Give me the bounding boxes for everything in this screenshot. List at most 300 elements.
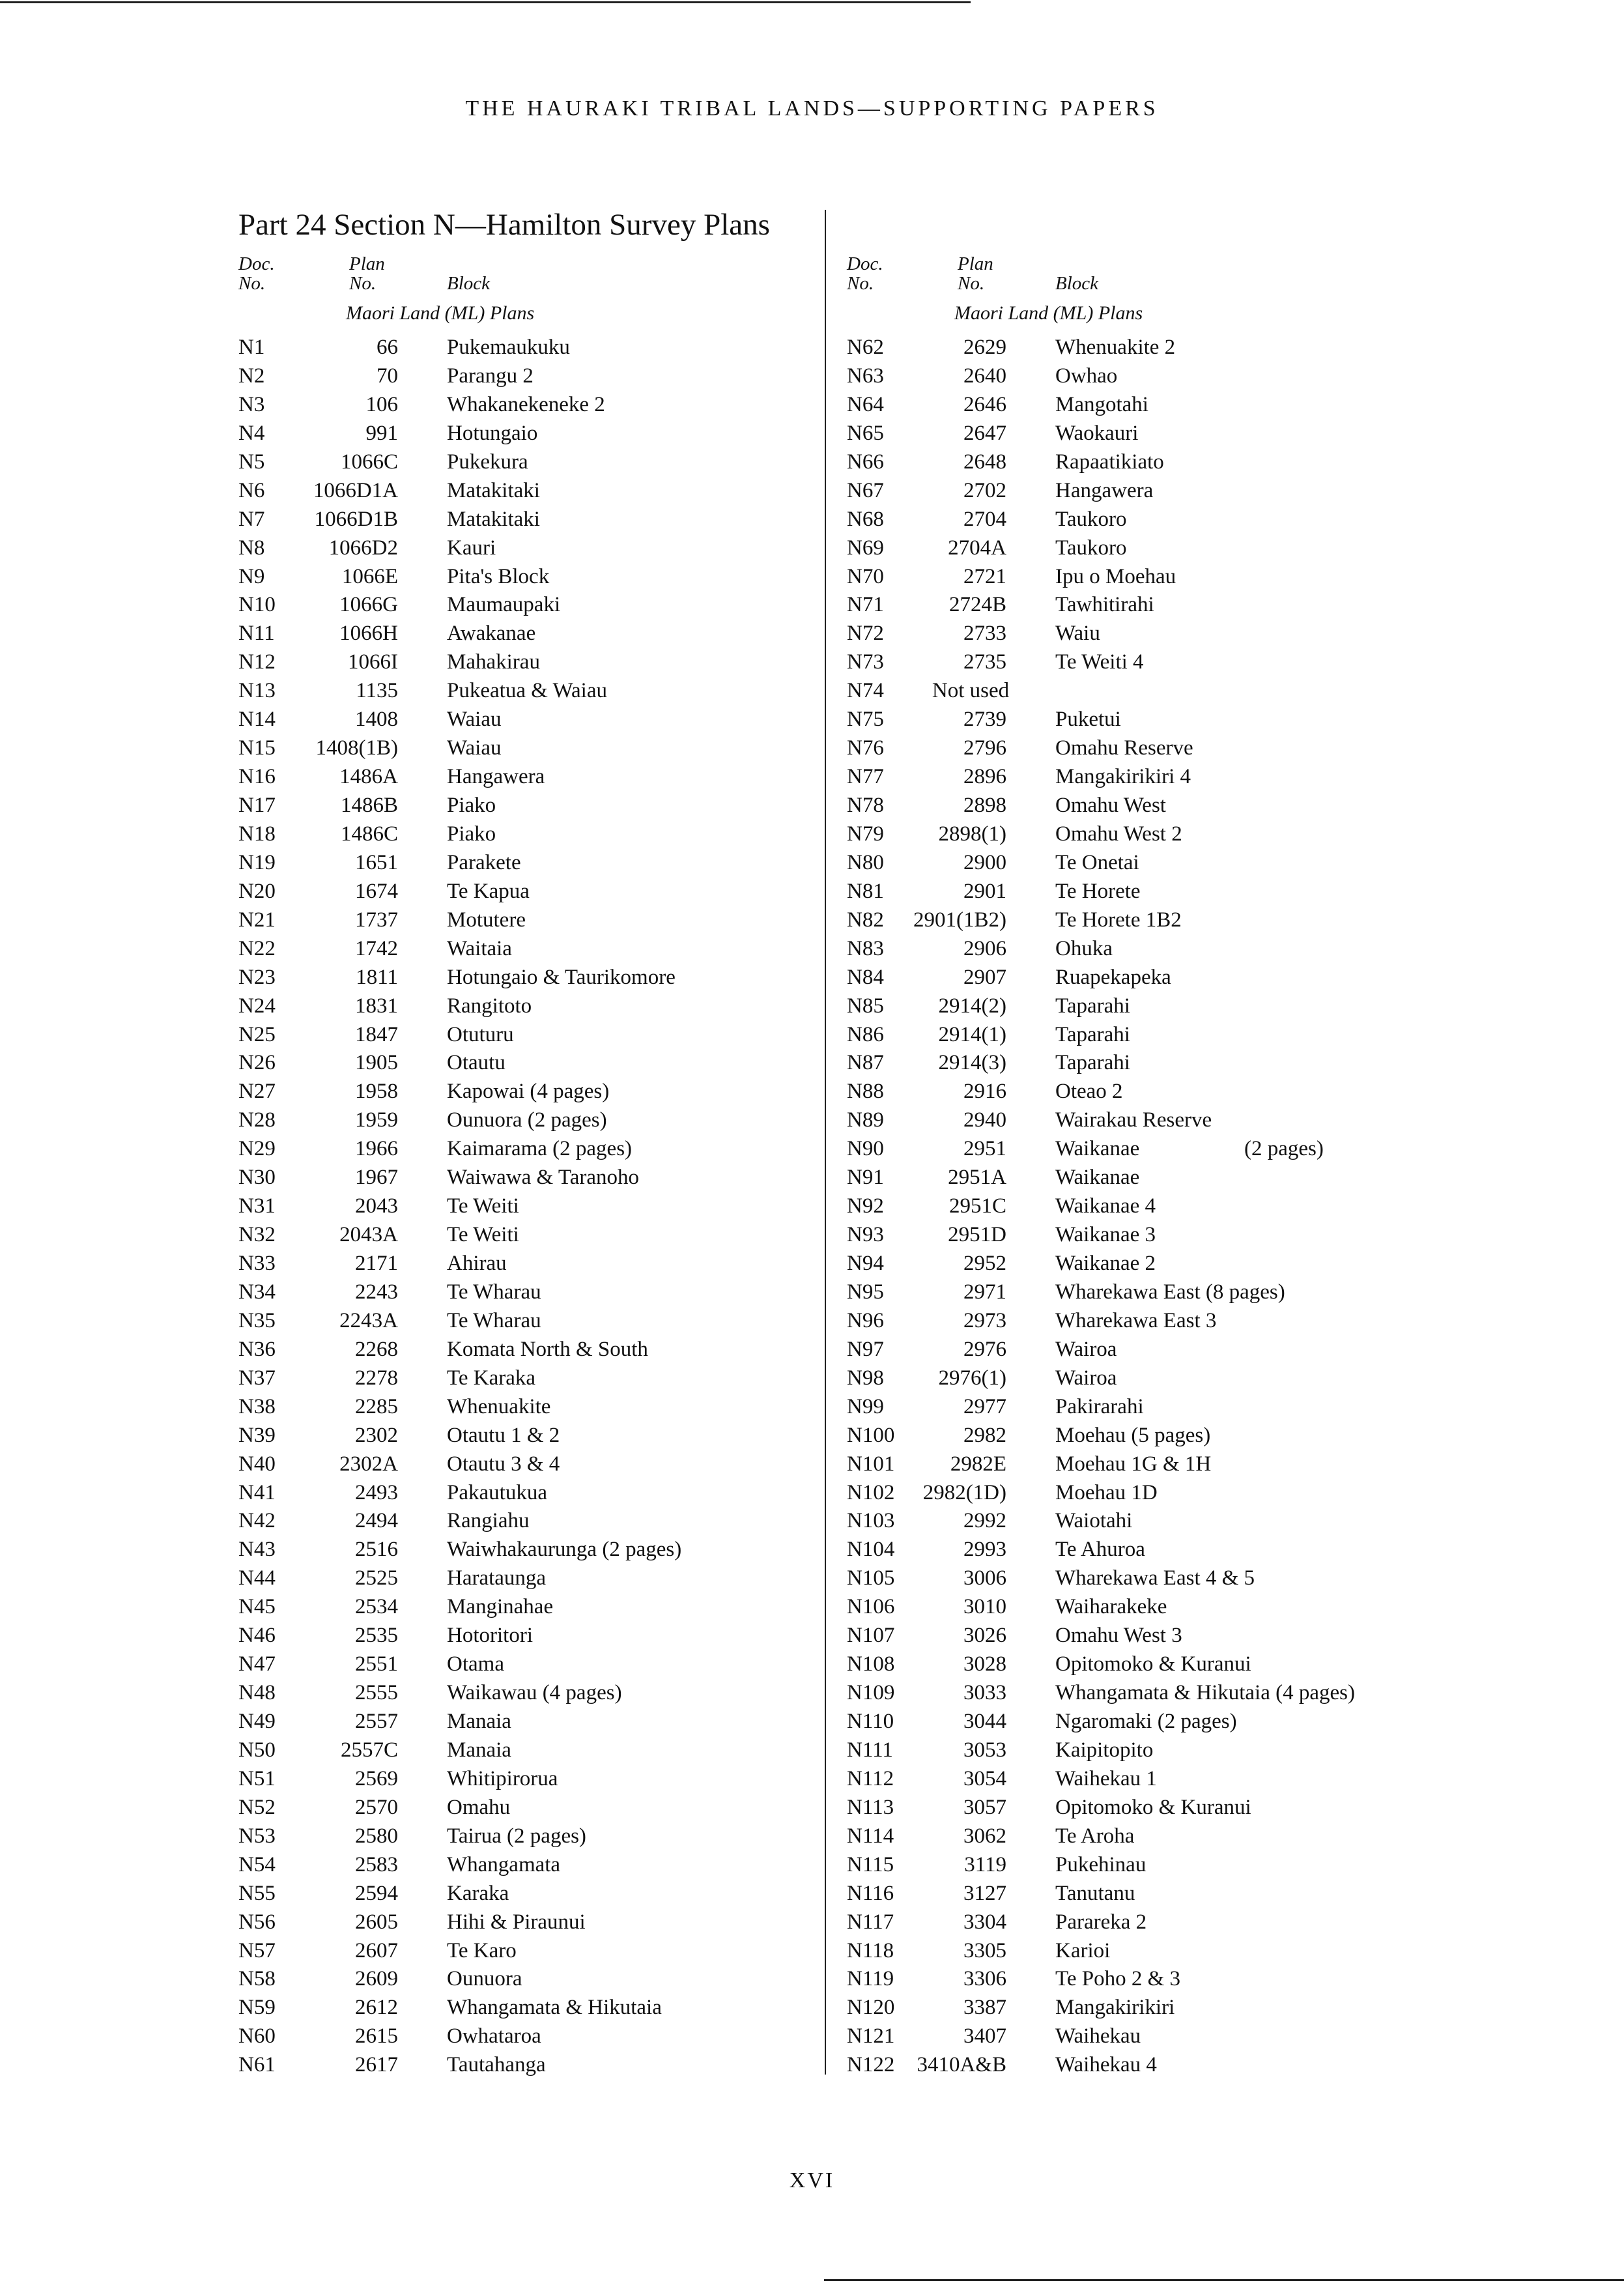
top-rule xyxy=(0,1,971,3)
plan-no: 2278 xyxy=(355,1366,398,1390)
table-row xyxy=(847,1994,1175,2022)
block-name: Waiu xyxy=(1055,622,1100,646)
plan-no: 2557C xyxy=(340,1738,398,1762)
block-name: Wairoa xyxy=(1055,1337,1117,1361)
block-name: Whangamata & Hikutaia xyxy=(447,1996,662,2020)
doc-no-header: Doc. No. xyxy=(847,253,883,294)
table-row xyxy=(238,1021,534,1050)
plan-no: 2268 xyxy=(355,1337,398,1361)
plan-no: 1967 xyxy=(355,1166,398,1190)
plan-no: 3127 xyxy=(963,1881,1006,1905)
block-name: Komata North & South xyxy=(447,1337,648,1361)
doc-no: N96 xyxy=(847,1308,884,1332)
table-row xyxy=(238,935,534,964)
right-rows xyxy=(847,334,1355,2080)
plan-no: 2583 xyxy=(355,1852,398,1876)
doc-no: N54 xyxy=(238,1852,276,1876)
doc-no: N69 xyxy=(847,536,884,560)
doc-no: N118 xyxy=(847,1938,894,1962)
doc-no: N110 xyxy=(847,1710,894,1733)
plan-no: 2043 xyxy=(355,1194,398,1218)
plan-no: 2914(1) xyxy=(938,1022,1006,1046)
plan-no: 2796 xyxy=(963,736,1006,760)
plan-no: 1674 xyxy=(355,879,398,903)
plan-no: 2493 xyxy=(355,1480,398,1504)
table-row xyxy=(847,1851,1147,1880)
plan-no: 2535 xyxy=(355,1624,398,1648)
doc-no: N38 xyxy=(238,1394,276,1418)
plan-no: 1066D1B xyxy=(314,507,398,531)
doc-no: N15 xyxy=(238,736,276,760)
plan-no: 3053 xyxy=(963,1738,1006,1762)
table-row xyxy=(238,1393,551,1422)
doc-no: N17 xyxy=(238,794,276,817)
plan-no: 3410A&B xyxy=(917,2053,1006,2077)
plan-no: 1486C xyxy=(340,822,398,846)
block-name: Piako xyxy=(447,794,496,817)
table-row xyxy=(238,1078,610,1106)
running-head: THE HAURAKI TRIBAL LANDS—SUPPORTING PAPERS xyxy=(465,96,1159,121)
table-row xyxy=(847,1307,1217,1336)
plan-no: 3305 xyxy=(963,1938,1006,1962)
doc-no: N100 xyxy=(847,1423,895,1447)
page-number: XVI xyxy=(789,2168,835,2192)
plan-no: 2898(1) xyxy=(938,822,1006,846)
left-column-header xyxy=(238,254,534,293)
block-name: Parareka 2 xyxy=(1055,1910,1147,1934)
plan-no: 3010 xyxy=(963,1595,1006,1619)
plan-no: 2557 xyxy=(355,1710,398,1733)
doc-no: N106 xyxy=(847,1595,895,1619)
block-name: Waiharakeke xyxy=(1055,1595,1167,1619)
block-name: Pakirarahi xyxy=(1055,1394,1144,1418)
block-name: Pukemaukuku xyxy=(447,336,570,359)
doc-no: N32 xyxy=(238,1223,276,1247)
doc-no: N72 xyxy=(847,622,884,646)
table-row xyxy=(847,992,1143,1021)
table-row xyxy=(238,1250,534,1278)
table-row xyxy=(238,1479,547,1508)
table-row xyxy=(238,1593,554,1622)
plan-no: 2551 xyxy=(355,1652,398,1676)
table-row xyxy=(238,734,534,763)
table-row xyxy=(238,1851,561,1880)
table-row xyxy=(238,792,534,820)
doc-no: N80 xyxy=(847,850,884,874)
table-row xyxy=(847,1507,1143,1536)
block-name: Waikawau (4 pages) xyxy=(447,1681,622,1705)
right-column-header xyxy=(847,254,1143,293)
plan-no: 2940 xyxy=(963,1108,1006,1132)
block-name: Tairua (2 pages) xyxy=(447,1824,586,1848)
plan-no: 2704A xyxy=(948,536,1006,560)
block-name: Hotungaio xyxy=(447,421,538,445)
doc-no: N24 xyxy=(238,994,276,1018)
block-name: Waikanae xyxy=(1055,1137,1140,1161)
block-name: Kaimarama (2 pages) xyxy=(447,1137,633,1161)
table-row xyxy=(238,964,676,992)
section-title: Part 24 Section N—Hamilton Survey Plans xyxy=(238,208,770,242)
doc-no: N53 xyxy=(238,1824,276,1848)
plan-no: 3006 xyxy=(963,1566,1006,1590)
table-row xyxy=(238,1106,607,1135)
doc-no: N47 xyxy=(238,1652,276,1676)
doc-no: N68 xyxy=(847,507,884,531)
block-name: Te Weiti xyxy=(447,1223,519,1247)
plan-no: 2951C xyxy=(948,1194,1006,1218)
doc-no: N58 xyxy=(238,1967,276,1991)
doc-no: N43 xyxy=(238,1538,276,1562)
table-row xyxy=(238,1364,534,1393)
doc-no: N63 xyxy=(847,364,884,388)
block-name: Maumaupaki xyxy=(447,593,561,617)
block-name: Taparahi xyxy=(1055,1051,1130,1075)
plan-no: 2973 xyxy=(963,1308,1006,1332)
plan-no: 3044 xyxy=(963,1710,1006,1733)
column-divider xyxy=(825,210,826,2075)
page-note: (2 pages) xyxy=(1244,1137,1324,1161)
block-name: Waihekau 4 xyxy=(1055,2053,1157,2077)
plan-no: 1066I xyxy=(348,650,398,674)
plan-no: 1958 xyxy=(355,1080,398,1104)
table-row xyxy=(847,1049,1143,1078)
table-row xyxy=(847,1106,1212,1135)
block-name: Te Wharau xyxy=(447,1308,541,1332)
plan-no: 3407 xyxy=(963,2024,1006,2048)
table-row xyxy=(847,1336,1143,1364)
table-row xyxy=(847,734,1193,763)
block-name: Waikanae 3 xyxy=(1055,1223,1156,1247)
doc-no: N33 xyxy=(238,1252,276,1275)
plan-no: Not used xyxy=(932,679,1010,703)
table-row xyxy=(847,677,1143,706)
block-name: Moehau 1G & 1H xyxy=(1055,1452,1212,1476)
block-name: Piako xyxy=(447,822,496,846)
block-name: Motutere xyxy=(447,908,526,932)
doc-no: N37 xyxy=(238,1366,276,1390)
table-row xyxy=(238,1679,622,1708)
doc-no: N76 xyxy=(847,736,884,760)
table-row xyxy=(238,849,534,878)
doc-no: N84 xyxy=(847,965,884,989)
plan-no: 2971 xyxy=(963,1280,1006,1304)
block-name: Ruapekapeka xyxy=(1055,965,1171,989)
doc-no: N27 xyxy=(238,1080,276,1104)
plan-no: 2516 xyxy=(355,1538,398,1562)
table-row xyxy=(238,1507,534,1536)
plan-no: 2914(3) xyxy=(938,1051,1006,1075)
table-row xyxy=(847,1708,1237,1736)
plan-no: 3387 xyxy=(963,1996,1006,2020)
plan-no: 3054 xyxy=(963,1766,1006,1790)
block-name: Ounuora (2 pages) xyxy=(447,1108,607,1132)
table-row xyxy=(847,2051,1157,2080)
table-row xyxy=(238,1937,534,1966)
plan-no: 1066E xyxy=(341,564,398,588)
plan-no: 1811 xyxy=(356,965,398,989)
doc-no: N103 xyxy=(847,1509,895,1533)
doc-no: N115 xyxy=(847,1852,894,1876)
plan-no: 1486B xyxy=(340,794,398,817)
block-name: Pukeatua & Waiau xyxy=(447,679,608,703)
block-name: Waiwhakaurunga (2 pages) xyxy=(447,1538,682,1562)
block-name: Tautahanga xyxy=(447,2053,546,2077)
table-row xyxy=(238,1765,558,1794)
table-row xyxy=(238,1822,586,1851)
plan-no: 2914(2) xyxy=(938,994,1006,1018)
table-row xyxy=(238,906,534,935)
plan-no: 106 xyxy=(365,392,398,416)
plan-no: 2898 xyxy=(963,794,1006,817)
doc-no: N46 xyxy=(238,1624,276,1648)
table-row xyxy=(847,1765,1157,1794)
doc-no: N64 xyxy=(847,392,884,416)
left-subheading: Maori Land (ML) Plans xyxy=(346,302,535,324)
block-name: Manaia xyxy=(447,1710,511,1733)
doc-no: N23 xyxy=(238,965,276,989)
block-name: Wharekawa East (8 pages) xyxy=(1055,1280,1285,1304)
doc-no: N70 xyxy=(847,564,884,588)
doc-no: N62 xyxy=(847,336,884,359)
plan-no: 2555 xyxy=(355,1681,398,1705)
table-row xyxy=(847,420,1143,448)
doc-no: N102 xyxy=(847,1480,895,1504)
block-name: Wharekawa East 4 & 5 xyxy=(1055,1566,1255,1590)
table-row xyxy=(238,334,570,362)
doc-no: N3 xyxy=(238,392,265,416)
table-row xyxy=(847,906,1182,935)
doc-no: N98 xyxy=(847,1366,884,1390)
doc-no: N41 xyxy=(238,1480,276,1504)
table-row xyxy=(847,1679,1355,1708)
doc-no: N87 xyxy=(847,1051,884,1075)
doc-no: N5 xyxy=(238,450,265,474)
block-name: Otautu 3 & 4 xyxy=(447,1452,560,1476)
doc-no: N28 xyxy=(238,1108,276,1132)
doc-no: N92 xyxy=(847,1194,884,1218)
plan-no: 2951 xyxy=(963,1137,1006,1161)
block-name: Omahu West 3 xyxy=(1055,1624,1182,1648)
block-name: Parakete xyxy=(447,850,521,874)
block-name: Hangawera xyxy=(1055,478,1154,502)
plan-no: 2243 xyxy=(355,1280,398,1304)
block-name: Ounuora xyxy=(447,1967,522,1991)
plan-no: 2285 xyxy=(355,1394,398,1418)
plan-no: 2525 xyxy=(355,1566,398,1590)
plan-no: 2976(1) xyxy=(938,1366,1006,1390)
doc-no: N67 xyxy=(847,478,884,502)
plan-no: 2580 xyxy=(355,1824,398,1848)
doc-no: N29 xyxy=(238,1137,276,1161)
doc-no: N19 xyxy=(238,850,276,874)
table-row xyxy=(238,1049,534,1078)
plan-no: 1066G xyxy=(339,593,398,617)
block-name: Kaipitopito xyxy=(1055,1738,1154,1762)
table-row xyxy=(238,391,605,420)
plan-no: 2302 xyxy=(355,1423,398,1447)
table-row xyxy=(238,1965,534,1994)
doc-no: N83 xyxy=(847,936,884,960)
doc-no: N97 xyxy=(847,1337,884,1361)
doc-no: N82 xyxy=(847,908,884,932)
plan-no: 2977 xyxy=(963,1394,1006,1418)
doc-no: N22 xyxy=(238,936,276,960)
doc-no: N57 xyxy=(238,1938,276,1962)
block-name: Wairoa xyxy=(1055,1366,1117,1390)
plan-no: 1066C xyxy=(340,450,398,474)
doc-no: N99 xyxy=(847,1394,884,1418)
plan-no: 2569 xyxy=(355,1766,398,1790)
table-row xyxy=(847,964,1171,992)
block-name: Waiwawa & Taranoho xyxy=(447,1166,639,1190)
block-name: Ipu o Moehau xyxy=(1055,564,1176,588)
plan-no: 2648 xyxy=(963,450,1006,474)
doc-no: N42 xyxy=(238,1509,276,1533)
doc-no: N18 xyxy=(238,822,276,846)
table-row xyxy=(847,391,1148,420)
table-row xyxy=(847,1450,1212,1479)
block-name: Hangawera xyxy=(447,765,545,789)
block-name: Pita's Block xyxy=(447,564,550,588)
doc-no: N112 xyxy=(847,1766,894,1790)
plan-no: 1966 xyxy=(355,1137,398,1161)
block-name: Awakanae xyxy=(447,622,536,646)
plan-no: 2640 xyxy=(963,364,1006,388)
plan-no: 2243A xyxy=(339,1308,398,1332)
doc-no: N95 xyxy=(847,1280,884,1304)
plan-no: 2302A xyxy=(339,1452,398,1476)
doc-no: N6 xyxy=(238,478,265,502)
plan-no: 2993 xyxy=(963,1538,1006,1562)
table-row xyxy=(238,1307,541,1336)
block-name: Omahu West xyxy=(1055,794,1166,817)
table-row xyxy=(847,820,1182,849)
table-row xyxy=(238,563,550,592)
doc-no: N107 xyxy=(847,1624,895,1648)
doc-no: N73 xyxy=(847,650,884,674)
block-name: Kapowai (4 pages) xyxy=(447,1080,610,1104)
plan-no: 1486A xyxy=(339,765,398,789)
table-row xyxy=(847,792,1166,820)
doc-no: N13 xyxy=(238,679,276,703)
plan-no: 2952 xyxy=(963,1252,1006,1275)
plan-no: 2594 xyxy=(355,1881,398,1905)
table-row xyxy=(238,620,534,648)
table-row xyxy=(847,2022,1143,2051)
plan-no: 2605 xyxy=(355,1910,398,1934)
doc-no: N109 xyxy=(847,1681,895,1705)
plan-no: 3033 xyxy=(963,1681,1006,1705)
block-name: Manaia xyxy=(447,1738,511,1762)
plan-no: 2900 xyxy=(963,850,1006,874)
block-name: Kauri xyxy=(447,536,496,560)
plan-no: 2721 xyxy=(963,564,1006,588)
plan-no: 991 xyxy=(365,421,398,445)
plan-no: 2733 xyxy=(963,622,1006,646)
doc-no: N79 xyxy=(847,822,884,846)
table-row xyxy=(238,1880,534,1908)
plan-no: 2906 xyxy=(963,936,1006,960)
doc-no: N20 xyxy=(238,879,276,903)
block-name: Te Weiti xyxy=(447,1194,519,1218)
doc-no: N31 xyxy=(238,1194,276,1218)
doc-no: N94 xyxy=(847,1252,884,1275)
block-name: Omahu Reserve xyxy=(1055,736,1193,760)
table-row xyxy=(847,1536,1143,1564)
plan-no: 1742 xyxy=(355,936,398,960)
block-name: Hotungaio & Taurikomore xyxy=(447,965,676,989)
doc-no: N108 xyxy=(847,1652,895,1676)
block-name: Mangakirikiri xyxy=(1055,1996,1175,2020)
table-row xyxy=(847,591,1154,620)
doc-no: N49 xyxy=(238,1710,276,1733)
table-row xyxy=(847,1908,1147,1937)
table-row xyxy=(238,534,534,563)
doc-no: N59 xyxy=(238,1996,276,2020)
doc-no: N16 xyxy=(238,765,276,789)
doc-no: N104 xyxy=(847,1538,895,1562)
block-header: Block xyxy=(1055,273,1099,294)
plan-no: 2607 xyxy=(355,1938,398,1962)
block-name: Whitipirorua xyxy=(447,1766,558,1790)
plan-no: 2612 xyxy=(355,1996,398,2020)
block-name: Te Karaka xyxy=(447,1366,536,1390)
plan-no: 3306 xyxy=(963,1967,1006,1991)
table-row xyxy=(847,1622,1182,1650)
block-name: Moehau 1D xyxy=(1055,1480,1158,1504)
table-row xyxy=(847,1937,1143,1966)
block-header: Block xyxy=(447,273,491,294)
block-name: Matakitaki xyxy=(447,507,540,531)
plan-no: 2901(1B2) xyxy=(913,908,1006,932)
block-name: Ngaromaki (2 pages) xyxy=(1055,1710,1237,1733)
plan-no: 2907 xyxy=(963,965,1006,989)
table-row xyxy=(238,2051,546,2080)
doc-no: N91 xyxy=(847,1166,884,1190)
block-name: Hotoritori xyxy=(447,1624,533,1648)
block-name: Harataunga xyxy=(447,1566,547,1590)
block-name: Otama xyxy=(447,1652,504,1676)
block-name: Waikanae xyxy=(1055,1166,1140,1190)
block-name: Taukoro xyxy=(1055,507,1127,531)
doc-no: N86 xyxy=(847,1022,884,1046)
block-name: Oteao 2 xyxy=(1055,1080,1123,1104)
plan-no: 2617 xyxy=(355,2053,398,2077)
block-name: Whangamata & Hikutaia (4 pages) xyxy=(1055,1681,1355,1705)
block-name: Otautu 1 & 2 xyxy=(447,1423,560,1447)
plan-no: 2735 xyxy=(963,650,1006,674)
block-name: Pakautukua xyxy=(447,1480,547,1504)
doc-no: N111 xyxy=(847,1738,893,1762)
table-row xyxy=(238,1564,547,1593)
right-subheading: Maori Land (ML) Plans xyxy=(954,302,1143,324)
plan-no: 2901 xyxy=(963,879,1006,903)
doc-no: N116 xyxy=(847,1881,894,1905)
table-row xyxy=(847,706,1143,734)
block-name: Moehau (5 pages) xyxy=(1055,1423,1211,1447)
table-row xyxy=(847,1880,1143,1908)
block-name: Omahu xyxy=(447,1795,511,1819)
table-row xyxy=(847,1250,1156,1278)
doc-no: N113 xyxy=(847,1795,894,1819)
doc-no: N51 xyxy=(238,1766,276,1790)
table-row xyxy=(847,1135,1324,1164)
plan-no: 1408 xyxy=(355,708,398,732)
doc-no: N40 xyxy=(238,1452,276,1476)
doc-no: N30 xyxy=(238,1166,276,1190)
block-name: Mangakirikiri 4 xyxy=(1055,765,1191,789)
plan-no: 2982(1D) xyxy=(922,1480,1006,1504)
